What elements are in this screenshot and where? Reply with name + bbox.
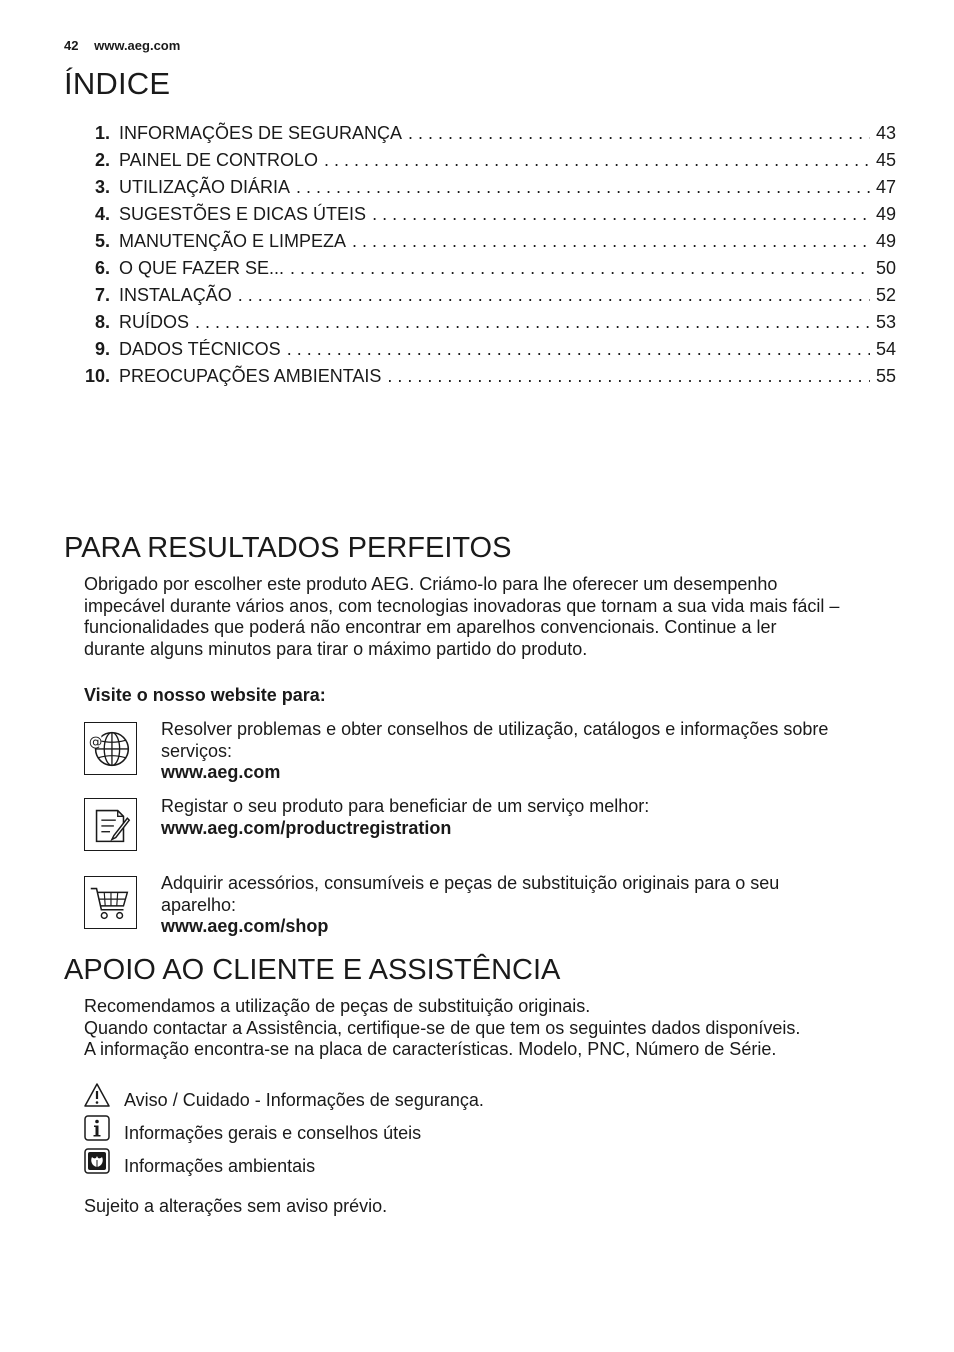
- toc-item[interactable]: [78, 229, 896, 256]
- toc-title: RUÍDOS: [119, 312, 190, 332]
- toc-page: 52: [875, 285, 896, 305]
- toc-leader: [372, 202, 870, 226]
- toc-number: 4.: [94, 204, 110, 224]
- toc-page: 43: [875, 123, 896, 143]
- toc-number: 10.: [84, 366, 110, 386]
- toc-leader: [238, 283, 870, 307]
- toc-page: 49: [875, 204, 896, 224]
- toc-item[interactable]: [78, 175, 896, 202]
- visit-link[interactable]: www.aeg.com/productregistration: [161, 817, 452, 838]
- toc-title: SUGESTÕES E DICAS ÚTEIS: [119, 204, 367, 224]
- toc-page: 53: [875, 312, 896, 332]
- table-of-contents: [78, 121, 896, 391]
- info-icon: [84, 1115, 110, 1141]
- visit-item: [161, 719, 891, 784]
- support-title: APOIO AO CLIENTE E ASSISTÊNCIA: [64, 954, 561, 986]
- info-text: Informações gerais e conselhos úteis: [124, 1123, 422, 1143]
- toc-leader: [290, 256, 870, 280]
- toc-item[interactable]: [78, 202, 896, 229]
- results-line: impecável durante vários anos, com tecnologias inovadoras que tornam a sua vida mais fácil –: [84, 595, 840, 616]
- toc-page: 50: [875, 258, 896, 278]
- toc-leader: [387, 364, 870, 388]
- toc-title: DADOS TÉCNICOS: [119, 339, 281, 359]
- toc-title: O QUE FAZER SE...: [119, 258, 285, 278]
- environment-icon: [84, 1148, 110, 1174]
- toc-title: INSTALAÇÃO: [119, 285, 232, 305]
- toc-number: 1.: [94, 123, 110, 143]
- toc-page: 55: [875, 366, 896, 386]
- registration-icon: [84, 798, 137, 851]
- visit-description: Adquirir acessórios, consumíveis e peças de substituição originais para o seu: [161, 873, 780, 893]
- visit-label: Visite o nosso website para:: [84, 685, 326, 705]
- toc-leader: [296, 175, 870, 199]
- toc-leader: [195, 310, 870, 334]
- toc-number: 8.: [94, 312, 110, 332]
- visit-link[interactable]: www.aeg.com/shop: [161, 916, 329, 936]
- toc-leader: [352, 229, 870, 253]
- toc-leader: [287, 337, 870, 361]
- page-number: 42: [64, 38, 79, 53]
- visit-description: Resolver problemas e obter conselhos de utilização, catálogos e informações sobre: [161, 719, 829, 739]
- toc-page: 54: [875, 339, 896, 359]
- support-line: Recomendamos a utilização de peças de substituição originais.: [84, 996, 591, 1016]
- warning-text: Aviso / Cuidado - Informações de segurança.: [124, 1090, 484, 1110]
- toc-leader: [324, 148, 870, 172]
- visit-item: [161, 796, 891, 839]
- visit-description: serviços:: [161, 740, 233, 761]
- toc-title: PAINEL DE CONTROLO: [119, 150, 319, 170]
- results-line: funcionalidades que poderá não encontrar em aparelhos convencionais. Continue a ler: [84, 617, 777, 637]
- toc-number: 5.: [94, 231, 110, 251]
- shopping-cart-icon: [84, 876, 137, 929]
- toc-item[interactable]: [78, 364, 896, 391]
- toc-item[interactable]: [78, 337, 896, 364]
- toc-leader: [408, 121, 870, 145]
- support-line: Quando contactar a Assistência, certifique-se de que tem os seguintes dados disponíveis.: [84, 1017, 801, 1038]
- visit-item: [161, 873, 891, 938]
- support-line: A informação encontra-se na placa de características. Modelo, PNC, Número de Série.: [84, 1039, 777, 1059]
- visit-description: Registar o seu produto para beneficiar de um serviço melhor:: [161, 796, 650, 816]
- toc-title: MANUTENÇÃO E LIMPEZA: [119, 231, 347, 251]
- svg-text:@: @: [88, 734, 103, 751]
- toc-item[interactable]: [78, 121, 896, 148]
- toc-page: 47: [875, 177, 896, 197]
- header-website: www.aeg.com: [94, 38, 181, 53]
- results-title: PARA RESULTADOS PERFEITOS: [64, 532, 512, 564]
- toc-number: 3.: [94, 177, 110, 197]
- toc-number: 2.: [94, 150, 110, 170]
- index-title: ÍNDICE: [64, 66, 171, 101]
- toc-item[interactable]: [78, 310, 896, 337]
- visit-link[interactable]: www.aeg.com: [161, 762, 281, 782]
- results-line: Obrigado por escolher este produto AEG. Criámo-lo para lhe oferecer um desempenho: [84, 574, 778, 594]
- toc-number: 6.: [94, 258, 110, 278]
- environment-text: Informações ambientais: [124, 1156, 316, 1176]
- results-line: durante alguns minutos para tirar o máximo partido do produto.: [84, 638, 588, 659]
- toc-page: 45: [875, 150, 896, 170]
- toc-title: INFORMAÇÕES DE SEGURANÇA: [119, 123, 403, 143]
- toc-number: 9.: [94, 339, 110, 359]
- globe-icon: [84, 722, 137, 775]
- toc-page: 49: [875, 231, 896, 251]
- toc-title: PREOCUPAÇÕES AMBIENTAIS: [119, 366, 382, 386]
- page-header: [64, 38, 180, 53]
- warning-icon: [84, 1082, 110, 1108]
- toc-item[interactable]: [78, 256, 896, 283]
- toc-title: UTILIZAÇÃO DIÁRIA: [119, 177, 291, 197]
- toc-item[interactable]: [78, 283, 896, 310]
- footnote: Sujeito a alterações sem aviso prévio.: [84, 1196, 388, 1216]
- toc-item[interactable]: [78, 148, 896, 175]
- support-intro: [84, 996, 800, 1061]
- toc-number: 7.: [94, 285, 110, 305]
- results-intro: [84, 574, 839, 660]
- visit-description: aparelho:: [161, 894, 237, 915]
